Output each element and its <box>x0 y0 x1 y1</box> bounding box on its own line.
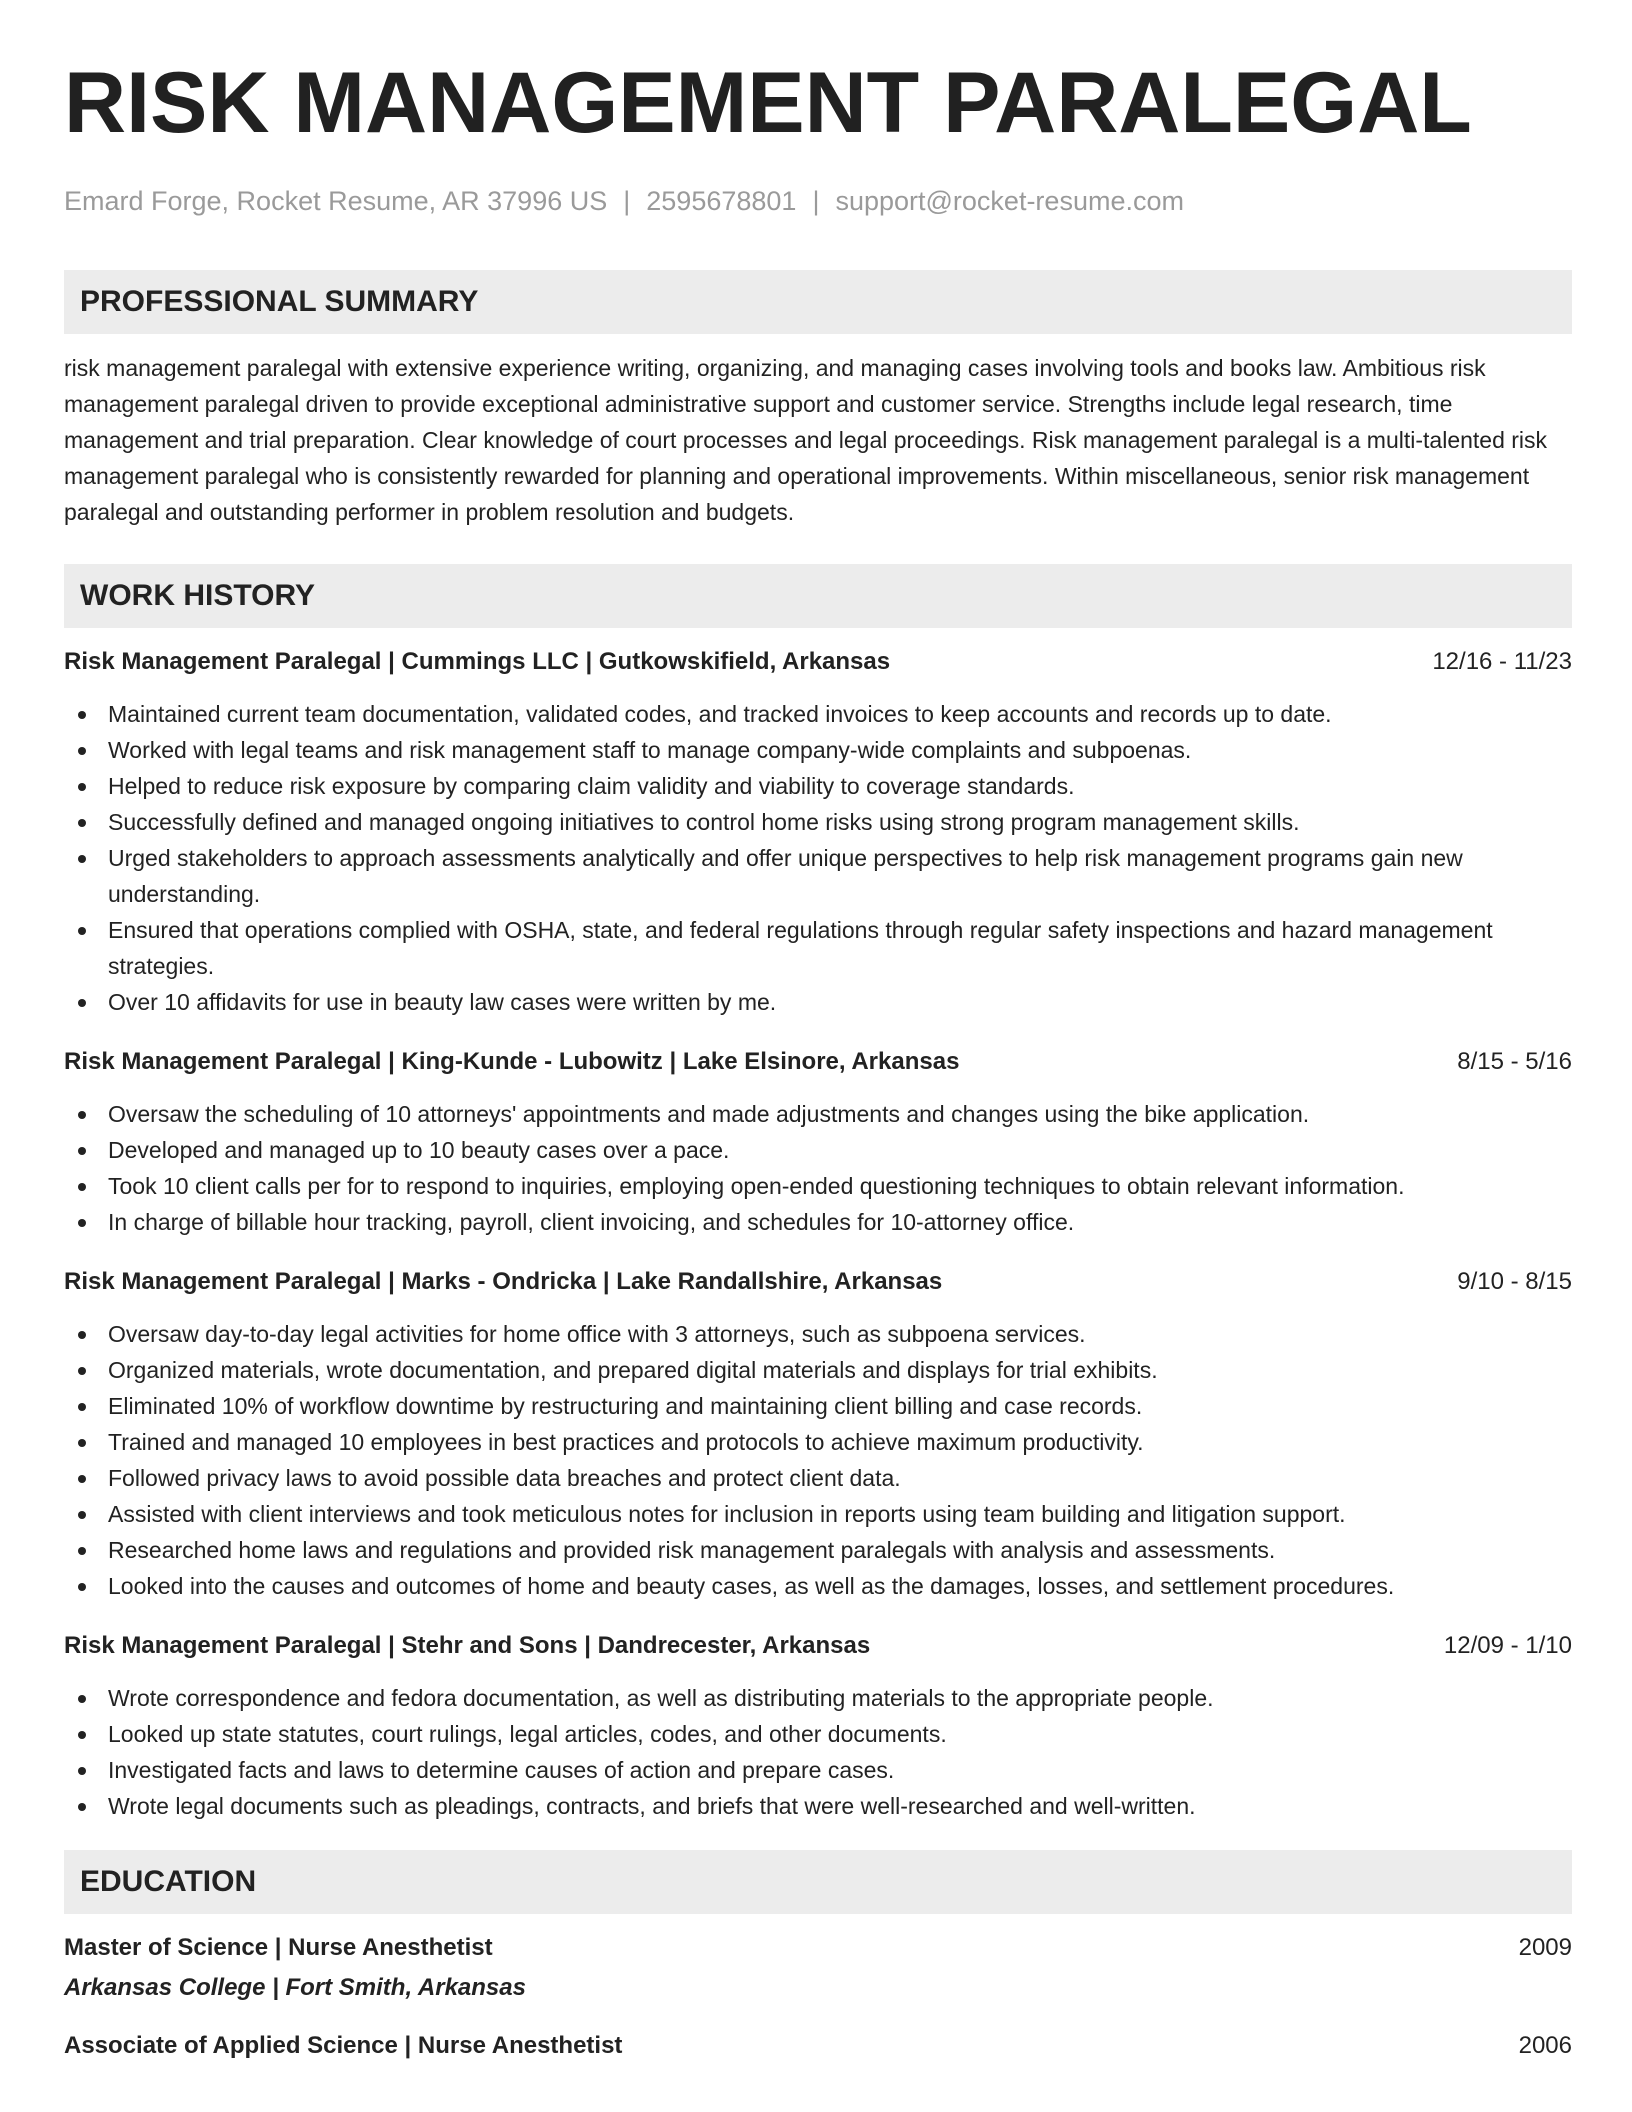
job-bullet-text: Over 10 affidavits for use in beauty law cases were written by me. <box>108 989 777 1015</box>
bullet-icon <box>78 1583 86 1591</box>
bullet-icon <box>78 1331 86 1339</box>
bullet-icon <box>78 1147 86 1155</box>
education-heading-row <box>64 2028 1572 2064</box>
job-title: Risk Management Paralegal | Cummings LLC | Gutkowskifield, Arkansas <box>64 648 891 675</box>
section-header-work-history: WORK HISTORY <box>64 564 1572 628</box>
bullet-icon <box>78 783 86 791</box>
bullet-icon <box>78 1547 86 1555</box>
education-year: 2006 <box>1518 2032 1572 2059</box>
job-bullet <box>64 1424 1572 1460</box>
job-bullet-text: Maintained current team documentation, validated codes, and tracked invoices to keep accounts and records up to date. <box>108 701 1332 727</box>
job-bullet-text: In charge of billable hour tracking, payroll, client invoicing, and schedules for 10-attorney office. <box>108 1209 1075 1235</box>
section-header-summary: PROFESSIONAL SUMMARY <box>64 270 1572 334</box>
resume-page <box>64 55 1572 2064</box>
job-bullet-text: Assisted with client interviews and took meticulous notes for inclusion in reports using team building and litigation support. <box>108 1501 1346 1527</box>
job-bullet-text: Successfully defined and managed ongoing initiatives to control home risks using strong program management skills. <box>108 809 1300 835</box>
job-bullet-text: Wrote legal documents such as pleadings, contracts, and briefs that were well-researched and well-written. <box>108 1793 1196 1819</box>
education-degree: Master of Science | Nurse Anesthetist <box>64 1934 493 1961</box>
contact-separator: | <box>623 186 631 216</box>
resume-title: RISK MANAGEMENT PARALEGAL <box>64 55 1472 151</box>
bullet-icon <box>78 1511 86 1519</box>
contact-email: support@rocket-resume.com <box>835 186 1184 216</box>
job-bullet-text: Eliminated 10% of workflow downtime by restructuring and maintaining client billing and case records. <box>108 1393 1143 1419</box>
job-bullet-list <box>64 1096 1572 1240</box>
job-bullet <box>64 1352 1572 1388</box>
job-bullet <box>64 1532 1572 1568</box>
bullet-icon <box>78 855 86 863</box>
job-bullet <box>64 1204 1572 1240</box>
job-bullet-text: Investigated facts and laws to determine causes of action and prepare cases. <box>108 1757 895 1783</box>
bullet-icon <box>78 1695 86 1703</box>
bullet-icon <box>78 1403 86 1411</box>
job-bullet <box>64 912 1572 984</box>
contact-separator: | <box>812 186 820 216</box>
job-dates: 8/15 - 5/16 <box>1457 1048 1572 1075</box>
job-bullet-text: Looked up state statutes, court rulings, legal articles, codes, and other documents. <box>108 1721 947 1747</box>
education-school: Arkansas College | Fort Smith, Arkansas <box>64 1974 526 2001</box>
job-bullet-text: Oversaw day-to-day legal activities for home office with 3 attorneys, such as subpoena services. <box>108 1321 1086 1347</box>
job-bullet-text: Organized materials, wrote documentation, and prepared digital materials and displays for trial exhibits. <box>108 1357 1158 1383</box>
education-list <box>64 1930 1572 2064</box>
job-bullet <box>64 1788 1572 1824</box>
bullet-icon <box>78 1219 86 1227</box>
bullet-icon <box>78 1439 86 1447</box>
job-bullet <box>64 1096 1572 1132</box>
job-heading-row <box>64 644 1572 680</box>
job-heading-row <box>64 1264 1572 1300</box>
job-bullet <box>64 1388 1572 1424</box>
job-bullet <box>64 1168 1572 1204</box>
job-dates: 12/16 - 11/23 <box>1432 648 1572 675</box>
work-history-list <box>64 644 1572 1824</box>
job-bullet <box>64 1132 1572 1168</box>
job-entry <box>64 644 1572 1020</box>
job-title: Risk Management Paralegal | Stehr and Sons | Dandrecester, Arkansas <box>64 1632 871 1659</box>
job-bullet-list <box>64 1316 1572 1604</box>
job-title: Risk Management Paralegal | Marks - Ondricka | Lake Randallshire, Arkansas <box>64 1268 943 1295</box>
bullet-icon <box>78 1475 86 1483</box>
education-heading-row <box>64 1930 1572 1966</box>
bullet-icon <box>78 711 86 719</box>
job-bullet <box>64 1716 1572 1752</box>
job-heading-row <box>64 1044 1572 1080</box>
job-bullet-text: Wrote correspondence and fedora documentation, as well as distributing materials to the appropriate people. <box>108 1685 1214 1711</box>
job-bullet-text: Trained and managed 10 employees in best practices and protocols to achieve maximum productivity. <box>108 1429 1144 1455</box>
job-bullet <box>64 840 1572 912</box>
education-entry <box>64 2028 1572 2064</box>
job-bullet <box>64 1460 1572 1496</box>
education-entry <box>64 1930 1572 2006</box>
bullet-icon <box>78 819 86 827</box>
job-bullet-text: Took 10 client calls per for to respond to inquiries, employing open-ended questioning techniques to obtain relevant information. <box>108 1173 1405 1199</box>
job-bullet-text: Researched home laws and regulations and provided risk management paralegals with analysis and assessments. <box>108 1537 1276 1563</box>
summary-text: risk management paralegal with extensive experience writing, organizing, and managing cases involving tools and books law. Ambitious risk management paralegal driven to provide exceptional administrative support and customer service. Strengths include legal research, time management and trial preparation. Clear knowledge of court processes and legal proceedings. Risk management paralegal is a multi-talented risk management paralegal who is consistently rewarded for planning and operational improvements. Within miscellaneous, senior risk management paralegal and outstanding performer in problem resolution and budgets. <box>64 355 1548 525</box>
job-bullet-text: Worked with legal teams and risk management staff to manage company-wide complaints and subpoenas. <box>108 737 1192 763</box>
job-bullet-text: Developed and managed up to 10 beauty cases over a pace. <box>108 1137 730 1163</box>
bullet-icon <box>78 747 86 755</box>
job-bullet <box>64 1496 1572 1532</box>
contact-address: Emard Forge, Rocket Resume, AR 37996 US <box>64 186 608 216</box>
bullet-icon <box>78 1183 86 1191</box>
bullet-icon <box>78 1803 86 1811</box>
job-bullet <box>64 696 1572 732</box>
contact-line <box>64 184 1572 218</box>
job-bullet-text: Urged stakeholders to approach assessments analytically and offer unique perspectives to help risk management programs gain new understanding. <box>108 845 1463 907</box>
job-dates: 12/09 - 1/10 <box>1443 1632 1572 1659</box>
job-bullet <box>64 768 1572 804</box>
job-title: Risk Management Paralegal | King-Kunde - Lubowitz | Lake Elsinore, Arkansas <box>64 1048 960 1075</box>
job-entry <box>64 1044 1572 1240</box>
job-bullet <box>64 1680 1572 1716</box>
job-bullet <box>64 1752 1572 1788</box>
job-heading-row <box>64 1628 1572 1664</box>
job-bullet <box>64 804 1572 840</box>
job-bullet <box>64 732 1572 768</box>
job-bullet-list <box>64 696 1572 1020</box>
job-entry <box>64 1628 1572 1824</box>
bullet-icon <box>78 1767 86 1775</box>
bullet-icon <box>78 1111 86 1119</box>
bullet-icon <box>78 1731 86 1739</box>
job-bullet-text: Followed privacy laws to avoid possible data breaches and protect client data. <box>108 1465 901 1491</box>
job-dates: 9/10 - 8/15 <box>1457 1268 1572 1295</box>
education-year: 2009 <box>1518 1934 1572 1961</box>
job-bullet <box>64 1568 1572 1604</box>
job-bullet-text: Ensured that operations complied with OSHA, state, and federal regulations through regular safety inspections and hazard management strategies. <box>108 917 1493 979</box>
bullet-icon <box>78 999 86 1007</box>
education-degree: Associate of Applied Science | Nurse Anesthetist <box>64 2032 623 2059</box>
contact-phone: 2595678801 <box>646 186 797 216</box>
job-bullet-text: Oversaw the scheduling of 10 attorneys' appointments and made adjustments and changes using the bike application. <box>108 1101 1310 1127</box>
job-bullet <box>64 984 1572 1020</box>
bullet-icon <box>78 927 86 935</box>
bullet-icon <box>78 1367 86 1375</box>
job-bullet-text: Helped to reduce risk exposure by comparing claim validity and viability to coverage standards. <box>108 773 1075 799</box>
job-bullet-list <box>64 1680 1572 1824</box>
section-header-education: EDUCATION <box>64 1850 1572 1914</box>
job-entry <box>64 1264 1572 1604</box>
job-bullet <box>64 1316 1572 1352</box>
job-bullet-text: Looked into the causes and outcomes of home and beauty cases, as well as the damages, losses, and settlement procedures. <box>108 1573 1395 1599</box>
